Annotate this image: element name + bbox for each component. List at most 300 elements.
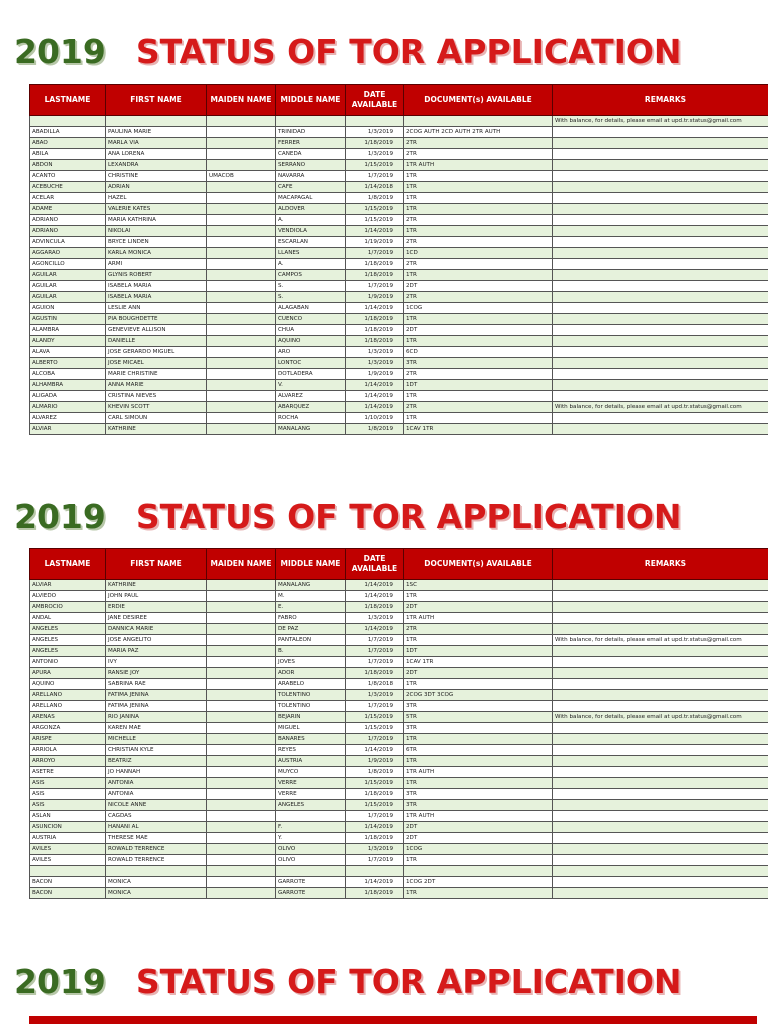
cell-date: 1/14/2019 — [346, 745, 404, 756]
cell-remarks — [553, 613, 768, 624]
cell-lastname: ABDON — [30, 160, 106, 171]
cell-first-name: LESLIE ANN — [106, 303, 207, 314]
table-row — [30, 690, 768, 701]
table-row — [30, 745, 768, 756]
cell-remarks — [553, 303, 768, 314]
cell-lastname: BACON — [30, 888, 106, 899]
cell-remarks — [553, 347, 768, 358]
table-row — [30, 811, 768, 822]
cell-documents: 1TR — [404, 855, 553, 866]
cell-date: 1/7/2019 — [346, 811, 404, 822]
cell-lastname: ARELLANO — [30, 701, 106, 712]
cell-maiden-name — [207, 866, 276, 877]
cell-date: 1/3/2019 — [346, 358, 404, 369]
cell-maiden-name — [207, 789, 276, 800]
cell-lastname: AGUION — [30, 303, 106, 314]
cell-middle-name: FERRER — [276, 138, 346, 149]
header-lastname: LASTNAME — [30, 85, 106, 116]
cell-maiden-name — [207, 624, 276, 635]
cell-date: 1/18/2019 — [346, 259, 404, 270]
title-text: STATUS OF TOR APPLICATION — [135, 32, 682, 71]
cell-remarks — [553, 789, 768, 800]
cell-date: 1/3/2019 — [346, 690, 404, 701]
cell-lastname: AGUILAR — [30, 270, 106, 281]
cell-date: 1/7/2019 — [346, 701, 404, 712]
cell-remarks — [553, 204, 768, 215]
table-row — [30, 800, 768, 811]
cell-maiden-name — [207, 701, 276, 712]
cell-date: 1/7/2019 — [346, 281, 404, 292]
header-remarks: REMARKS — [553, 85, 768, 116]
cell-date: 1/18/2019 — [346, 270, 404, 281]
table-row — [30, 237, 768, 248]
cell-first-name: JANE DESIREE — [106, 613, 207, 624]
cell-lastname: ANDAL — [30, 613, 106, 624]
table-row — [30, 723, 768, 734]
cell-first-name: MARIA PAZ — [106, 646, 207, 657]
cell-documents: 2TR — [404, 215, 553, 226]
cell-documents: 1TR — [404, 756, 553, 767]
table-header-partial — [29, 1016, 757, 1024]
cell-remarks — [553, 756, 768, 767]
cell-documents: 2DT — [404, 668, 553, 679]
cell-documents: 1TR — [404, 734, 553, 745]
cell-lastname: ALAMBRA — [30, 325, 106, 336]
cell-first-name: ROWALD TERRENCE — [106, 855, 207, 866]
cell-first-name: BEATRIZ — [106, 756, 207, 767]
cell-first-name: DANIELLE — [106, 336, 207, 347]
cell-lastname: ADRIANO — [30, 226, 106, 237]
cell-maiden-name — [207, 226, 276, 237]
cell-first-name: PAULINA MARIE — [106, 127, 207, 138]
cell-first-name: ISABELA MARIA — [106, 292, 207, 303]
cell-date: 1/9/2019 — [346, 756, 404, 767]
cell-lastname: ALAVA — [30, 347, 106, 358]
cell-lastname: ALVIAR — [30, 580, 106, 591]
cell-date: 1/10/2019 — [346, 413, 404, 424]
cell-documents: 1TR AUTH — [404, 811, 553, 822]
cell-lastname: AVILES — [30, 844, 106, 855]
cell-lastname: AGUSTIN — [30, 314, 106, 325]
cell-middle-name: OLIVO — [276, 844, 346, 855]
header-middle-name: MIDDLE NAME — [276, 549, 346, 580]
cell-first-name: MARLA VIA — [106, 138, 207, 149]
cell-middle-name: AQUINO — [276, 336, 346, 347]
cell-remarks — [553, 325, 768, 336]
cell-middle-name: A. — [276, 259, 346, 270]
table-row — [30, 866, 768, 877]
cell-first-name: ANNA MARIE — [106, 380, 207, 391]
cell-first-name: RANSIE JOY — [106, 668, 207, 679]
cell-remarks — [553, 745, 768, 756]
cell-documents: 1TR — [404, 193, 553, 204]
cell-documents: 2DT — [404, 822, 553, 833]
cell-remarks — [553, 646, 768, 657]
cell-maiden-name — [207, 844, 276, 855]
cell-middle-name: NAVARRA — [276, 171, 346, 182]
cell-lastname: AMBROCIO — [30, 602, 106, 613]
cell-documents: 2TR — [404, 138, 553, 149]
title-year: 2019 — [14, 497, 106, 536]
cell-maiden-name — [207, 138, 276, 149]
cell-maiden-name — [207, 646, 276, 657]
cell-date: 1/3/2019 — [346, 844, 404, 855]
cell-documents: 1DT — [404, 646, 553, 657]
cell-lastname: ALVIAR — [30, 424, 106, 435]
table-row — [30, 204, 768, 215]
cell-remarks — [553, 833, 768, 844]
cell-maiden-name — [207, 811, 276, 822]
cell-first-name: CHRISTINE — [106, 171, 207, 182]
cell-maiden-name — [207, 424, 276, 435]
cell-middle-name: GARROTE — [276, 877, 346, 888]
cell-first-name: CAGDAS — [106, 811, 207, 822]
cell-lastname: ARELLANO — [30, 690, 106, 701]
cell-date: 1/7/2019 — [346, 657, 404, 668]
cell-date: 1/14/2019 — [346, 226, 404, 237]
cell-lastname: ALIGADA — [30, 391, 106, 402]
cell-date — [346, 116, 404, 127]
cell-middle-name: ROCHA — [276, 413, 346, 424]
cell-first-name: ISABELA MARIA — [106, 281, 207, 292]
cell-date: 1/18/2019 — [346, 602, 404, 613]
cell-maiden-name: UMACOB — [207, 171, 276, 182]
cell-remarks — [553, 778, 768, 789]
cell-documents: 1TR — [404, 171, 553, 182]
cell-maiden-name — [207, 358, 276, 369]
cell-date: 1/15/2019 — [346, 778, 404, 789]
cell-date: 1/14/2018 — [346, 182, 404, 193]
cell-maiden-name — [207, 292, 276, 303]
cell-maiden-name — [207, 822, 276, 833]
cell-first-name: HAZEL — [106, 193, 207, 204]
cell-middle-name — [276, 866, 346, 877]
cell-first-name: JOSE ANGELITO — [106, 635, 207, 646]
cell-middle-name: ANGELES — [276, 800, 346, 811]
cell-maiden-name — [207, 679, 276, 690]
cell-date: 1/15/2019 — [346, 160, 404, 171]
cell-middle-name: VENDIOLA — [276, 226, 346, 237]
cell-lastname: ARRIOLA — [30, 745, 106, 756]
cell-middle-name: CHUA — [276, 325, 346, 336]
cell-middle-name: MACAPAGAL — [276, 193, 346, 204]
table-row — [30, 116, 768, 127]
cell-date: 1/18/2019 — [346, 336, 404, 347]
cell-maiden-name — [207, 127, 276, 138]
cell-date: 1/14/2019 — [346, 624, 404, 635]
cell-middle-name: TOLENTINO — [276, 701, 346, 712]
table-row — [30, 789, 768, 800]
cell-maiden-name — [207, 380, 276, 391]
cell-remarks — [553, 591, 768, 602]
page-title — [14, 495, 682, 539]
cell-date: 1/15/2019 — [346, 215, 404, 226]
cell-maiden-name — [207, 149, 276, 160]
cell-date: 1/7/2019 — [346, 171, 404, 182]
cell-middle-name: ABARQUEZ — [276, 402, 346, 413]
table-row — [30, 160, 768, 171]
cell-lastname: ABAO — [30, 138, 106, 149]
cell-lastname — [30, 866, 106, 877]
cell-maiden-name — [207, 160, 276, 171]
cell-lastname: AGGARAO — [30, 248, 106, 259]
cell-date: 1/3/2019 — [346, 347, 404, 358]
cell-maiden-name — [207, 723, 276, 734]
table-row — [30, 413, 768, 424]
cell-documents: 2DT — [404, 281, 553, 292]
cell-maiden-name — [207, 237, 276, 248]
cell-date: 1/7/2019 — [346, 734, 404, 745]
cell-first-name: KHEVIN SCOTT — [106, 402, 207, 413]
cell-middle-name: CANEDA — [276, 149, 346, 160]
cell-first-name: ROWALD TERRENCE — [106, 844, 207, 855]
table-row — [30, 778, 768, 789]
table-body — [30, 116, 768, 435]
cell-middle-name — [276, 811, 346, 822]
cell-lastname: ADRIANO — [30, 215, 106, 226]
cell-middle-name: Y. — [276, 833, 346, 844]
cell-maiden-name — [207, 182, 276, 193]
cell-date: 1/19/2019 — [346, 237, 404, 248]
cell-documents: 1CAV 1TR — [404, 657, 553, 668]
cell-first-name: MARIE CHRISTINE — [106, 369, 207, 380]
cell-first-name: GENEVIEVE ALLISON — [106, 325, 207, 336]
cell-remarks — [553, 193, 768, 204]
cell-middle-name: ARO — [276, 347, 346, 358]
title-year: 2019 — [14, 32, 106, 71]
table-row — [30, 602, 768, 613]
cell-remarks — [553, 734, 768, 745]
table-row — [30, 303, 768, 314]
table-row — [30, 701, 768, 712]
cell-maiden-name — [207, 756, 276, 767]
cell-maiden-name — [207, 767, 276, 778]
cell-documents: 5TR — [404, 712, 553, 723]
cell-first-name — [106, 116, 207, 127]
cell-first-name: IVY — [106, 657, 207, 668]
cell-middle-name: ALDOVER — [276, 204, 346, 215]
cell-lastname: ASIS — [30, 789, 106, 800]
cell-maiden-name — [207, 248, 276, 259]
cell-documents: 1CAV 1TR — [404, 424, 553, 435]
cell-documents: 2TR — [404, 237, 553, 248]
cell-documents: 3TR — [404, 701, 553, 712]
cell-date: 1/18/2019 — [346, 789, 404, 800]
cell-middle-name: S. — [276, 292, 346, 303]
cell-maiden-name — [207, 855, 276, 866]
cell-documents: 1TR AUTH — [404, 613, 553, 624]
cell-remarks — [553, 215, 768, 226]
cell-first-name: DANNICA MARIE — [106, 624, 207, 635]
cell-middle-name: FABRO — [276, 613, 346, 624]
cell-lastname: ASUNCION — [30, 822, 106, 833]
cell-maiden-name — [207, 402, 276, 413]
table-row — [30, 734, 768, 745]
cell-lastname: ANGELES — [30, 646, 106, 657]
cell-middle-name: DOTLADERA — [276, 369, 346, 380]
table-row — [30, 259, 768, 270]
cell-maiden-name — [207, 712, 276, 723]
cell-documents: 6CD — [404, 347, 553, 358]
cell-remarks — [553, 369, 768, 380]
cell-remarks — [553, 182, 768, 193]
tor-status-table — [29, 84, 768, 435]
cell-date: 1/14/2019 — [346, 580, 404, 591]
cell-lastname: ADVINCULA — [30, 237, 106, 248]
cell-first-name: FATIMA JENINA — [106, 701, 207, 712]
table-row — [30, 888, 768, 899]
cell-date: 1/9/2019 — [346, 292, 404, 303]
cell-remarks — [553, 358, 768, 369]
cell-documents: 2TR — [404, 292, 553, 303]
cell-documents: 1TR — [404, 314, 553, 325]
header-date-available: DATE AVAILABLE — [346, 549, 404, 580]
cell-maiden-name — [207, 877, 276, 888]
cell-documents: 2DT — [404, 325, 553, 336]
table-row — [30, 402, 768, 413]
cell-first-name: KATHRINE — [106, 580, 207, 591]
cell-date: 1/14/2019 — [346, 877, 404, 888]
cell-remarks — [553, 424, 768, 435]
cell-first-name: MONICA — [106, 888, 207, 899]
cell-middle-name: VERRE — [276, 789, 346, 800]
cell-lastname: AGUILAR — [30, 281, 106, 292]
cell-middle-name — [276, 116, 346, 127]
cell-documents: 2DT — [404, 833, 553, 844]
cell-middle-name: B. — [276, 646, 346, 657]
cell-middle-name: ALVAREZ — [276, 391, 346, 402]
cell-documents: 1TR — [404, 391, 553, 402]
title-year: 2019 — [14, 962, 106, 1001]
table-row — [30, 712, 768, 723]
cell-middle-name: E. — [276, 602, 346, 613]
cell-maiden-name — [207, 613, 276, 624]
cell-first-name: KAREN MAE — [106, 723, 207, 734]
table-row — [30, 679, 768, 690]
cell-maiden-name — [207, 690, 276, 701]
table-row — [30, 855, 768, 866]
cell-maiden-name — [207, 602, 276, 613]
cell-remarks — [553, 259, 768, 270]
table-row — [30, 292, 768, 303]
cell-first-name: RIO JANINA — [106, 712, 207, 723]
table-row — [30, 833, 768, 844]
cell-maiden-name — [207, 303, 276, 314]
cell-middle-name: PANTALEON — [276, 635, 346, 646]
header-first-name: FIRST NAME — [106, 85, 207, 116]
cell-lastname: ALANDY — [30, 336, 106, 347]
cell-first-name: HANANI AL — [106, 822, 207, 833]
cell-first-name: KARLA MONICA — [106, 248, 207, 259]
cell-documents: 1TR AUTH — [404, 160, 553, 171]
cell-first-name: PIA BOUGHDETTE — [106, 314, 207, 325]
cell-lastname: ARGONZA — [30, 723, 106, 734]
cell-middle-name: BEJARIN — [276, 712, 346, 723]
cell-remarks — [553, 668, 768, 679]
cell-date: 1/15/2019 — [346, 712, 404, 723]
cell-date: 1/18/2019 — [346, 668, 404, 679]
cell-first-name: ERDIE — [106, 602, 207, 613]
cell-remarks — [553, 723, 768, 734]
header-documents: DOCUMENT(s) AVAILABLE — [404, 549, 553, 580]
cell-lastname: ANGELES — [30, 635, 106, 646]
cell-remarks — [553, 160, 768, 171]
cell-maiden-name — [207, 193, 276, 204]
cell-lastname — [30, 116, 106, 127]
cell-date: 1/14/2019 — [346, 380, 404, 391]
cell-documents: 2TR — [404, 369, 553, 380]
cell-remarks — [553, 237, 768, 248]
cell-lastname: ALBERTO — [30, 358, 106, 369]
table-body — [30, 580, 768, 899]
cell-remarks — [553, 701, 768, 712]
table-row — [30, 624, 768, 635]
cell-middle-name: ARABELO — [276, 679, 346, 690]
cell-remarks — [553, 226, 768, 237]
cell-first-name: NICOLE ANNE — [106, 800, 207, 811]
cell-middle-name: OLIVO — [276, 855, 346, 866]
cell-remarks — [553, 138, 768, 149]
table-row — [30, 844, 768, 855]
cell-first-name: CARL SIMOUN — [106, 413, 207, 424]
cell-documents: 1TR — [404, 591, 553, 602]
cell-lastname: ASLAN — [30, 811, 106, 822]
cell-first-name: ARMI — [106, 259, 207, 270]
cell-middle-name: CAMPOS — [276, 270, 346, 281]
cell-documents: 1COG — [404, 303, 553, 314]
cell-date — [346, 866, 404, 877]
cell-documents: 2DT — [404, 602, 553, 613]
cell-date: 1/18/2019 — [346, 314, 404, 325]
table-row — [30, 358, 768, 369]
cell-first-name: KATHRINE — [106, 424, 207, 435]
cell-date: 1/9/2019 — [346, 369, 404, 380]
cell-lastname: ABILA — [30, 149, 106, 160]
cell-maiden-name — [207, 325, 276, 336]
cell-remarks — [553, 844, 768, 855]
cell-first-name: JOSE MICAEL — [106, 358, 207, 369]
cell-remarks — [553, 866, 768, 877]
cell-lastname: ABADILLA — [30, 127, 106, 138]
cell-remarks — [553, 248, 768, 259]
cell-documents: 3TR — [404, 358, 553, 369]
cell-remarks — [553, 679, 768, 690]
table-row — [30, 270, 768, 281]
table-header-row — [30, 85, 768, 116]
cell-maiden-name — [207, 413, 276, 424]
table-row — [30, 877, 768, 888]
cell-middle-name: BANARES — [276, 734, 346, 745]
cell-date: 1/3/2019 — [346, 613, 404, 624]
cell-middle-name: JOVES — [276, 657, 346, 668]
cell-middle-name: SERRANO — [276, 160, 346, 171]
cell-lastname: AQUINO — [30, 679, 106, 690]
table-row — [30, 182, 768, 193]
cell-remarks — [553, 391, 768, 402]
cell-documents: 2COG AUTH 2CD AUTH 2TR AUTH — [404, 127, 553, 138]
cell-maiden-name — [207, 745, 276, 756]
cell-documents: 1TR — [404, 888, 553, 899]
cell-first-name: ANTONIA — [106, 778, 207, 789]
cell-middle-name: A. — [276, 215, 346, 226]
cell-documents: 3TR — [404, 723, 553, 734]
cell-documents: 1TR — [404, 204, 553, 215]
table-row — [30, 193, 768, 204]
cell-lastname: ACEBUCHE — [30, 182, 106, 193]
cell-lastname: AVILES — [30, 855, 106, 866]
cell-first-name: MARIA KATHRINA — [106, 215, 207, 226]
cell-first-name: GLYNIS ROBERT — [106, 270, 207, 281]
